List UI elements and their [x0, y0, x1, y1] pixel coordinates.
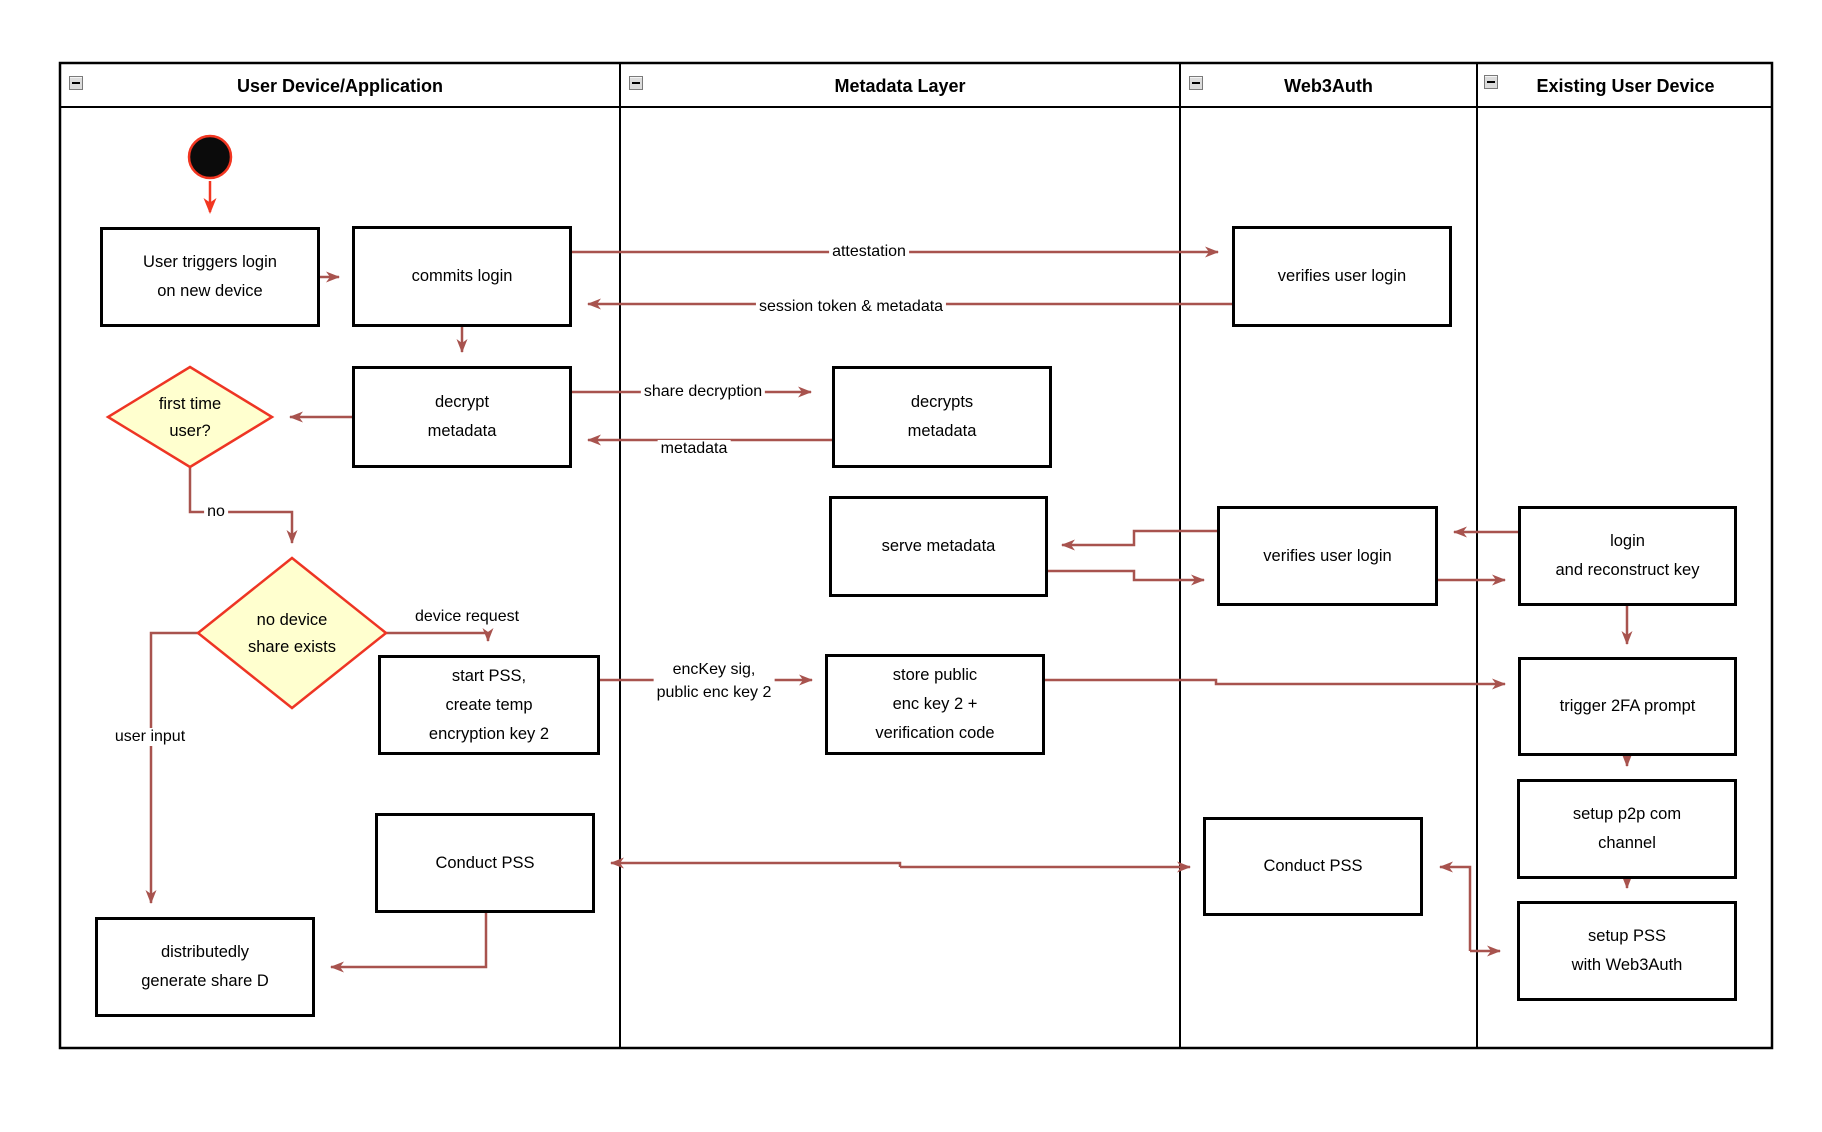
node-label: trigger 2FA prompt: [1559, 697, 1696, 715]
decision-line: first time: [158, 395, 222, 413]
node-conduct-pss-lane1[interactable]: [375, 813, 595, 913]
node-label: with Web3Auth: [1571, 956, 1683, 974]
edge-user-input: [151, 633, 198, 903]
node-label: setup p2p com: [1572, 805, 1682, 823]
node-label: generate share D: [141, 972, 269, 990]
node-setup-pss-web3auth[interactable]: [1517, 901, 1737, 1001]
decision-line: no device: [256, 611, 328, 629]
node-label: enc key 2 +: [892, 695, 978, 713]
collapse-lane3-icon[interactable]: [1189, 76, 1203, 90]
node-label: channel: [1598, 834, 1656, 852]
node-decrypt-metadata[interactable]: [352, 366, 572, 468]
node-serve-metadata[interactable]: [829, 496, 1048, 597]
edge-label-device-request: device request: [414, 608, 520, 625]
node-label: serve metadata: [881, 537, 996, 555]
node-label: verifies user login: [1263, 546, 1392, 565]
lane-header-metadata-layer: Metadata Layer: [834, 76, 966, 96]
edge-label-attestation: attestation: [829, 243, 909, 261]
edge-conduct1-to-distributedly: [331, 913, 486, 967]
lane-header-existing-device: Existing User Device: [1536, 76, 1715, 96]
node-label: start PSS,: [451, 666, 527, 685]
node-label: verification code: [875, 724, 995, 742]
collapse-lane4-icon[interactable]: [1484, 75, 1498, 89]
node-distributedly-generate-share[interactable]: [95, 917, 315, 1017]
node-start-pss[interactable]: [378, 655, 600, 755]
edge-label-user-input: user input: [112, 728, 188, 746]
edge-label-share-decryption: share decryption: [641, 383, 765, 401]
node-label: Conduct PSS: [1263, 857, 1363, 875]
edge-label-enckey-line1: encKey sig,: [672, 661, 756, 678]
collapse-lane1-icon[interactable]: [69, 76, 83, 90]
edge-device-request: [386, 633, 488, 641]
lane-header-web3auth: Web3Auth: [1284, 76, 1373, 96]
edge-verifies-to-serve: [1062, 531, 1217, 545]
node-label: encryption key 2: [428, 724, 550, 743]
node-user-triggers-login[interactable]: [100, 227, 320, 327]
node-commits-login[interactable]: [352, 226, 572, 327]
node-verifies-user-login-mid[interactable]: [1217, 506, 1438, 606]
node-label: setup PSS: [1588, 927, 1666, 945]
node-label: verifies user login: [1277, 267, 1407, 285]
node-label: distributedly: [160, 943, 250, 961]
decision-label-no-device-share: [248, 607, 336, 661]
node-decrypts-metadata[interactable]: [832, 366, 1052, 468]
edge-label-no: no: [204, 503, 228, 521]
decision-line: user?: [169, 422, 211, 440]
node-setup-p2p-channel[interactable]: [1517, 779, 1737, 879]
edge-store-to-2fa: [1045, 680, 1505, 684]
node-label: commits login: [411, 267, 513, 285]
node-label: User triggers login: [143, 253, 277, 271]
node-trigger-2fa-prompt[interactable]: [1518, 657, 1737, 756]
node-label: create temp: [445, 695, 533, 714]
node-label: decrypts: [910, 393, 974, 411]
node-label: metadata: [427, 422, 497, 440]
start-node[interactable]: [189, 136, 231, 178]
node-verifies-user-login-top[interactable]: [1232, 226, 1452, 327]
node-label: Conduct PSS: [435, 853, 535, 872]
node-label: and reconstruct key: [1555, 561, 1700, 579]
edge-label-metadata: metadata: [658, 440, 731, 458]
edge-label-session-token: session token & metadata: [756, 298, 946, 316]
decision-line: share exists: [247, 638, 337, 656]
node-login-reconstruct-key[interactable]: [1518, 506, 1737, 606]
node-store-public-enc-key[interactable]: [825, 654, 1045, 755]
edge-label-enckey-line2: public enc key 2: [656, 684, 772, 701]
edge-label-enckey: [654, 658, 775, 704]
edge-conduct3-to-conduct1: [611, 863, 900, 867]
edge-setuppss-to-conduct3: [1440, 867, 1470, 951]
node-label: login: [1610, 532, 1645, 550]
node-label: on new device: [157, 282, 263, 300]
collapse-lane2-icon[interactable]: [629, 76, 643, 90]
node-label: store public: [892, 666, 978, 684]
node-label: decrypt: [434, 393, 490, 411]
node-conduct-pss-lane3[interactable]: [1203, 817, 1423, 916]
lane-header-user-device: User Device/Application: [236, 76, 444, 96]
decision-label-first-time: [159, 391, 221, 445]
node-label: metadata: [907, 422, 977, 440]
